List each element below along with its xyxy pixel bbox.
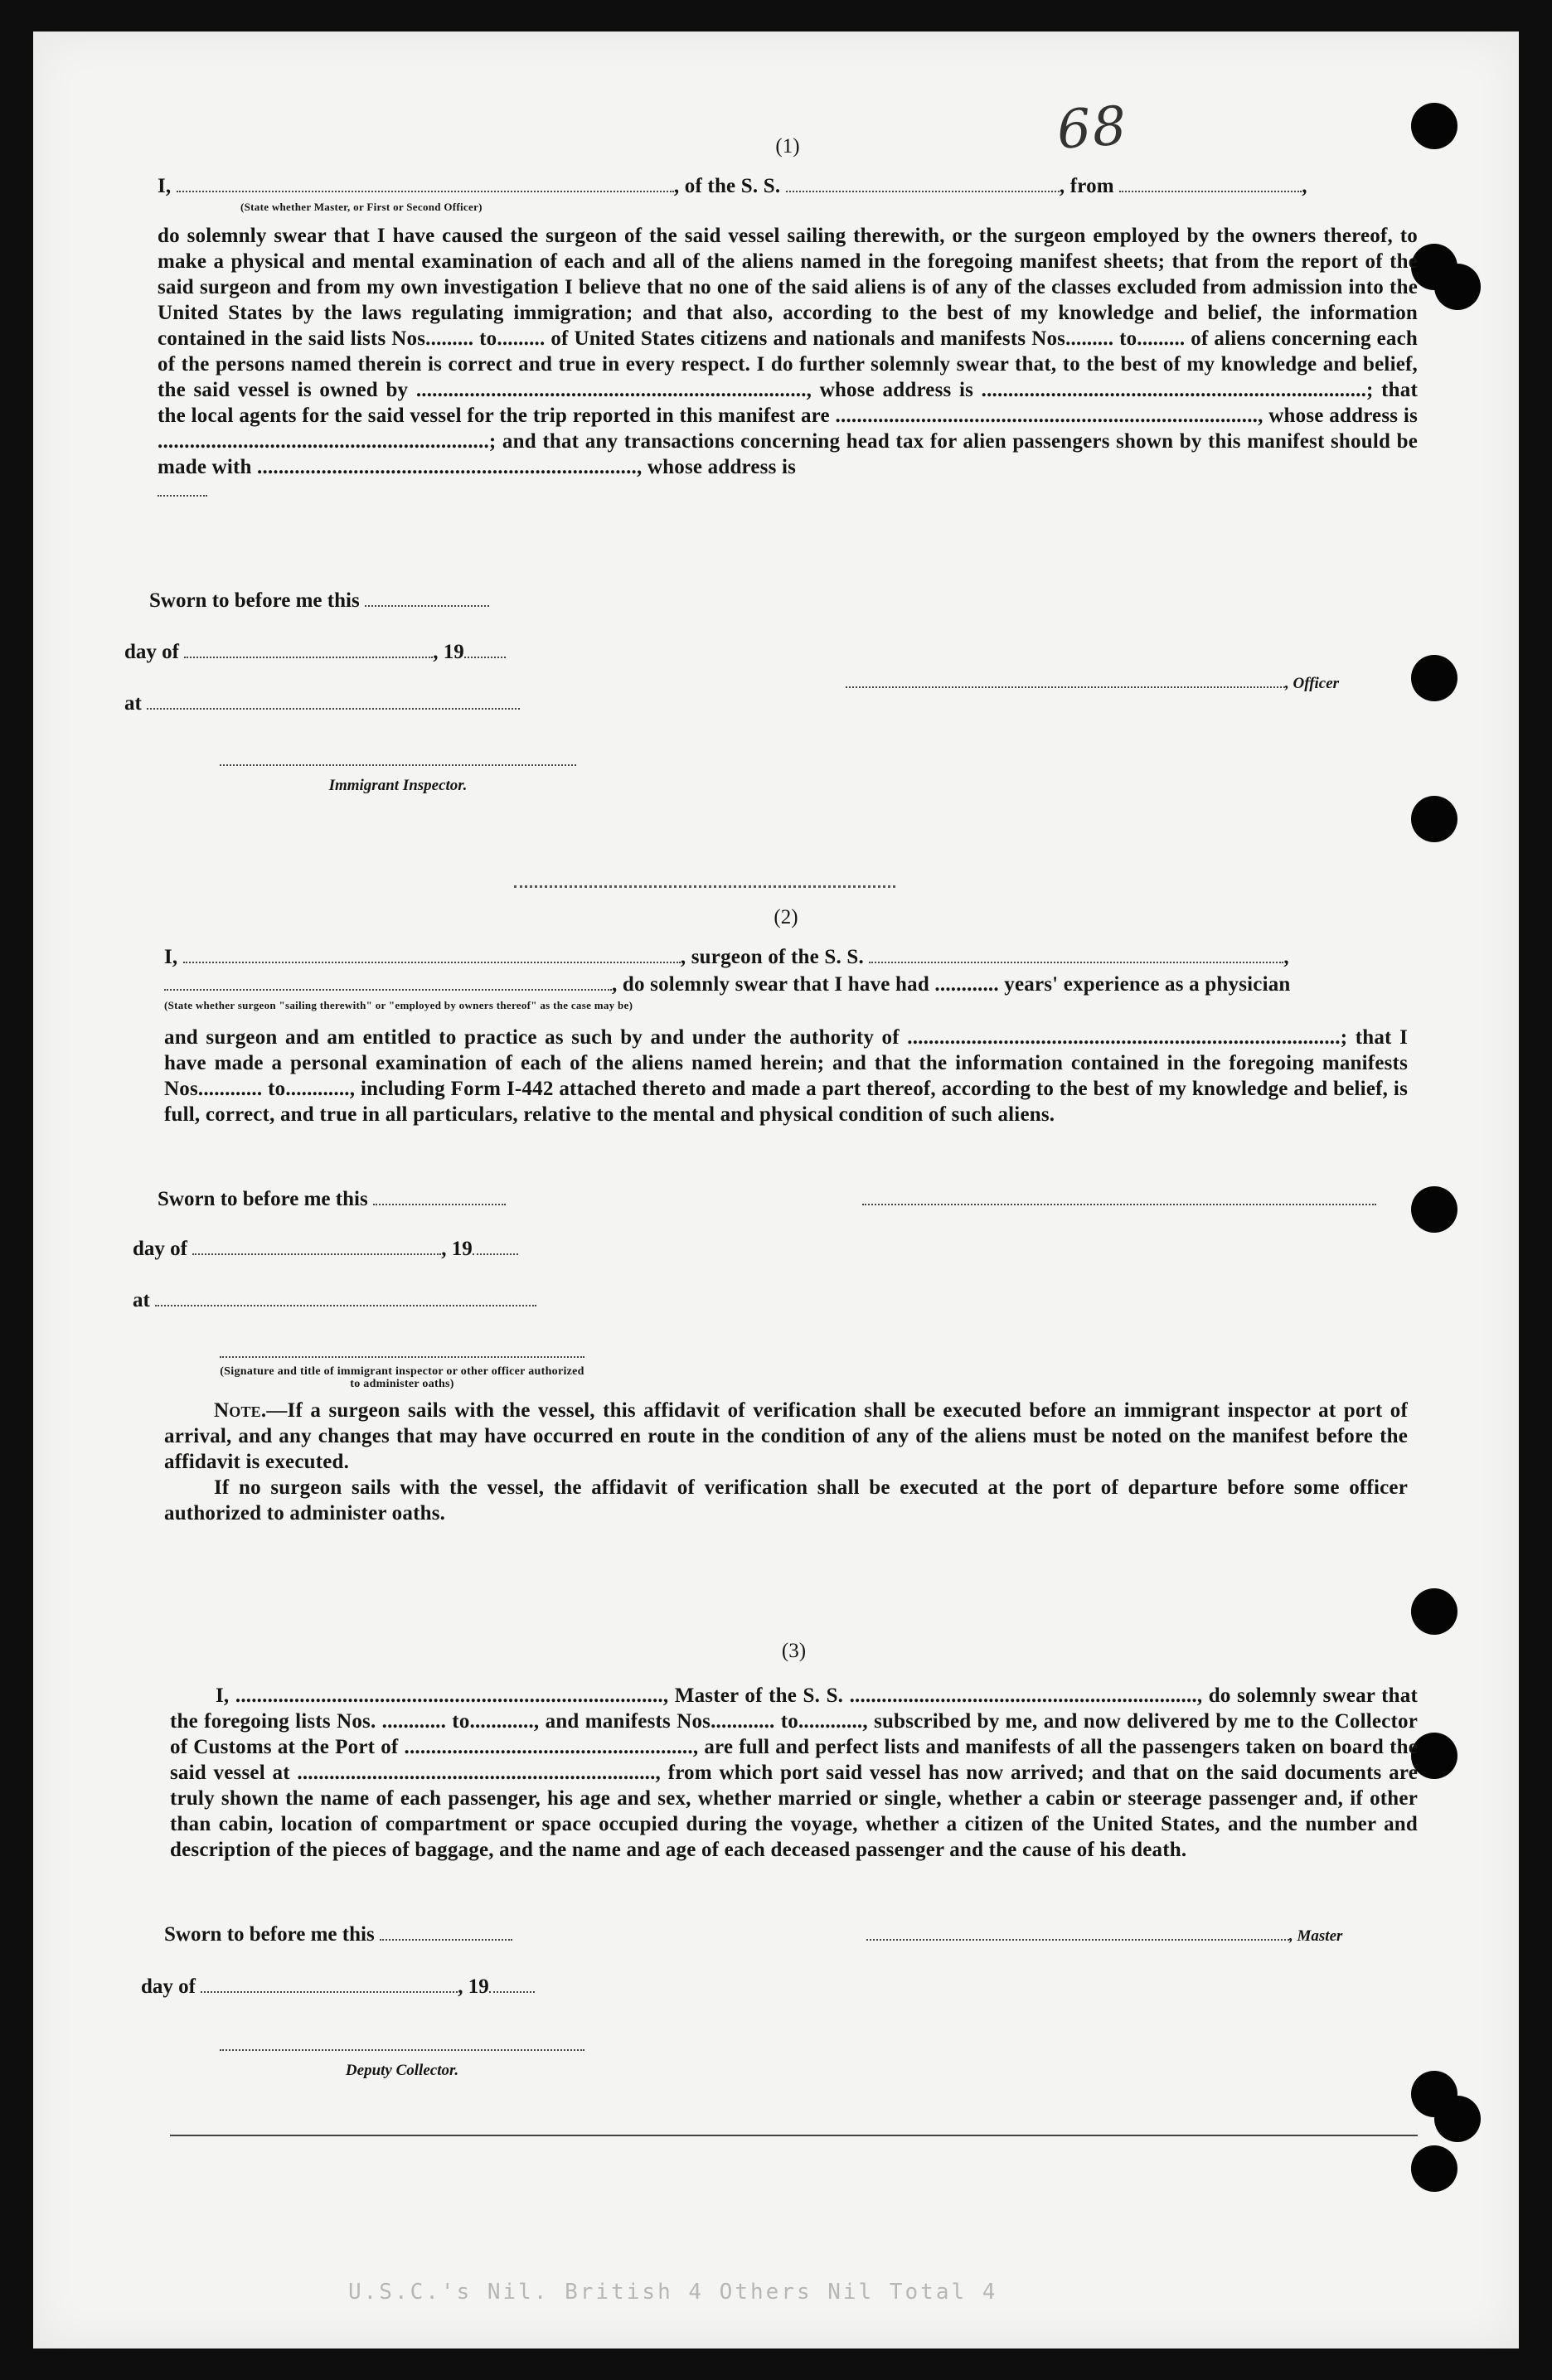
punch-hole <box>1411 2145 1457 2192</box>
day-field[interactable] <box>192 1237 441 1255</box>
day-field[interactable] <box>201 1975 458 1993</box>
vessel-name-field[interactable] <box>786 176 1060 192</box>
surgeon-type-field[interactable] <box>164 974 612 991</box>
surgeon-signature-field[interactable] <box>862 1187 1376 1205</box>
surgeon-signature-line <box>862 1187 1376 1211</box>
punch-hole <box>1411 1733 1457 1779</box>
year-field[interactable] <box>464 640 506 658</box>
section-number: (1) <box>775 135 800 158</box>
section-3 <box>170 1640 1418 1863</box>
note-label: Note. <box>214 1399 267 1422</box>
section-1-oath-line: I, , of the S. S. , from , (State whether Master, or First or Second Officer) <box>158 173 1418 220</box>
section-2-oath-line: I, , surgeon of the S. S. , <box>164 946 1289 968</box>
section-number: (2) <box>774 906 798 928</box>
at-line-2: at <box>133 1288 536 1312</box>
punch-hole <box>1411 796 1457 842</box>
collector-signature: Deputy Collector. <box>220 2033 584 2080</box>
inspector-signature-field[interactable] <box>220 748 576 766</box>
at-field[interactable] <box>155 1288 536 1306</box>
section-divider <box>514 885 895 888</box>
section-1 <box>158 135 1418 501</box>
sworn-date-field[interactable] <box>380 1922 512 1941</box>
day-line-1: day of , 19 <box>124 640 506 664</box>
at-line-1: at <box>124 691 520 715</box>
sworn-line-3: Sworn to before me this <box>164 1922 512 1946</box>
punch-hole <box>1411 1186 1457 1233</box>
section-2-body: and surgeon and am entitled to practice as such by and under the authority of .................................................................................; that I have made a personal examination of each of the aliens named herein; and that the information contained in the foregoing manifests Nos............ to............, including Form I-442 attached thereto and made a part thereof, according to the best of my knowledge and belief, is full, correct, and true in all particulars, relative to the mental and physical condition of such aliens. <box>164 1026 1408 1126</box>
bleed-through-text: U.S.C.'s Nil. British 4 Others Nil Total 4 <box>348 2280 998 2305</box>
year-field[interactable] <box>489 1975 535 1993</box>
note-text-2: If no surgeon sails with the vessel, the affidavit of verification shall be executed at the port of departure before some officer authorized to administer oaths. <box>164 1476 1408 1524</box>
collector-signature-field[interactable] <box>220 2033 584 2051</box>
inspector-signature: Immigrant Inspector. <box>220 748 576 795</box>
punch-hole <box>1434 264 1481 310</box>
sworn-line-1: Sworn to before me this <box>149 589 489 613</box>
sworn-line-2: Sworn to before me this <box>158 1187 506 1211</box>
master-signature-line: , Master <box>866 1922 1342 1946</box>
punch-hole <box>1411 103 1457 149</box>
surgeon-name-field[interactable] <box>183 947 681 963</box>
authorized-officer-signature-field[interactable] <box>220 1340 584 1358</box>
officer-name-field[interactable] <box>177 176 674 192</box>
vessel-name-field[interactable] <box>869 947 1283 963</box>
section-3-body: I, ................................................................................, Master of the S. S. ................................................................., do solemnly swear that the foregoing lists Nos. ............ to............, and manifests Nos............ to............, subscribed by me, and now delivered by me to the Collector of Customs at the Port of ......................................................, are full and perfect lists and manifests of all the passengers taken on board the said vessel at ..................................................................., from which port said vessel has now arrived; and that on the said documents are truly shown the name of each passenger, his age and sex, whether married or single, whether a cabin or steerage passenger and, if other than cabin, location of compartment or space occupied during the voyage, whether a citizen of the United States, and the number and description of the pieces of baggage, and the name and age of each deceased passenger and the cause of his death. <box>170 1684 1418 1861</box>
from-port-field[interactable] <box>1119 176 1302 192</box>
section-2-experience-line: , do solemnly swear that I have had ............ years' experience as a physician (State whether surgeon "sailing therewith" or "employed by owners thereof" as the case may be) <box>164 972 1408 1018</box>
handwritten-page-number: 68 <box>1055 95 1130 162</box>
day-line-2: day of , 19 <box>133 1237 518 1261</box>
punch-hole <box>1434 2096 1481 2142</box>
document-page <box>33 32 1519 2348</box>
at-field[interactable] <box>147 691 520 710</box>
section-number: (3) <box>781 1640 807 1662</box>
field-note: (State whether surgeon "sailing therewith" or "employed by owners thereof" as the case may be) <box>164 999 633 1011</box>
authorized-officer-signature: (Signature and title of immigrant inspector or other officer authorized to administer oaths) <box>220 1340 584 1390</box>
officer-signature-field[interactable] <box>846 670 1285 688</box>
day-line-3: day of , 19 <box>141 1975 535 1999</box>
surgeon-note <box>164 1398 1408 1526</box>
punch-hole <box>1411 655 1457 701</box>
officer-signature-line: , Officer <box>846 670 1339 694</box>
note-text: —If a surgeon sails with the vessel, this affidavit of verification shall be executed before an immigrant inspector at port of arrival, and any changes that may have occurred en route in the condition of any of the aliens must be noted on the manifest before the affidavit is executed. <box>164 1399 1408 1473</box>
address-field-tail <box>158 480 207 497</box>
bottom-rule <box>170 2135 1418 2136</box>
section-1-body: do solemnly swear that I have caused the surgeon of the said vessel sailing therewith, or the surgeon employed by the owners thereof, to make a physical and mental examination of each and all of the aliens named in the foregoing manifest sheets; that from the report of the said surgeon and from my own investigation I believe that no one of the said aliens is of any of the classes excluded from admission into the United States by the laws regulating immigration; and that also, according to the best of my knowledge and belief, the information contained in the said lists Nos......... to......... of United States citizens and nationals and manifests Nos......... to......... of aliens concerning each of the persons named therein is correct and true in every respect. I do further solemnly swear that, to the best of my knowledge and belief, the said vessel is owned by ........................................................................., whose address is ........................................................................; that the local agents for the said vessel for the trip reported in this manifest are ..............................................................................., whose address is ..............................................................; and that any transactions concerning head tax for alien passengers shown by this manifest should be made with ......................................................................., whose address is <box>158 225 1418 478</box>
day-field[interactable] <box>184 640 433 658</box>
master-signature-field[interactable] <box>866 1922 1289 1941</box>
year-field[interactable] <box>473 1237 518 1255</box>
field-note: (State whether Master, or First or Second Officer) <box>240 201 483 213</box>
section-2 <box>164 906 1408 1127</box>
punch-hole <box>1411 1588 1457 1635</box>
sworn-date-field[interactable] <box>365 589 489 607</box>
sworn-date-field[interactable] <box>373 1187 506 1205</box>
